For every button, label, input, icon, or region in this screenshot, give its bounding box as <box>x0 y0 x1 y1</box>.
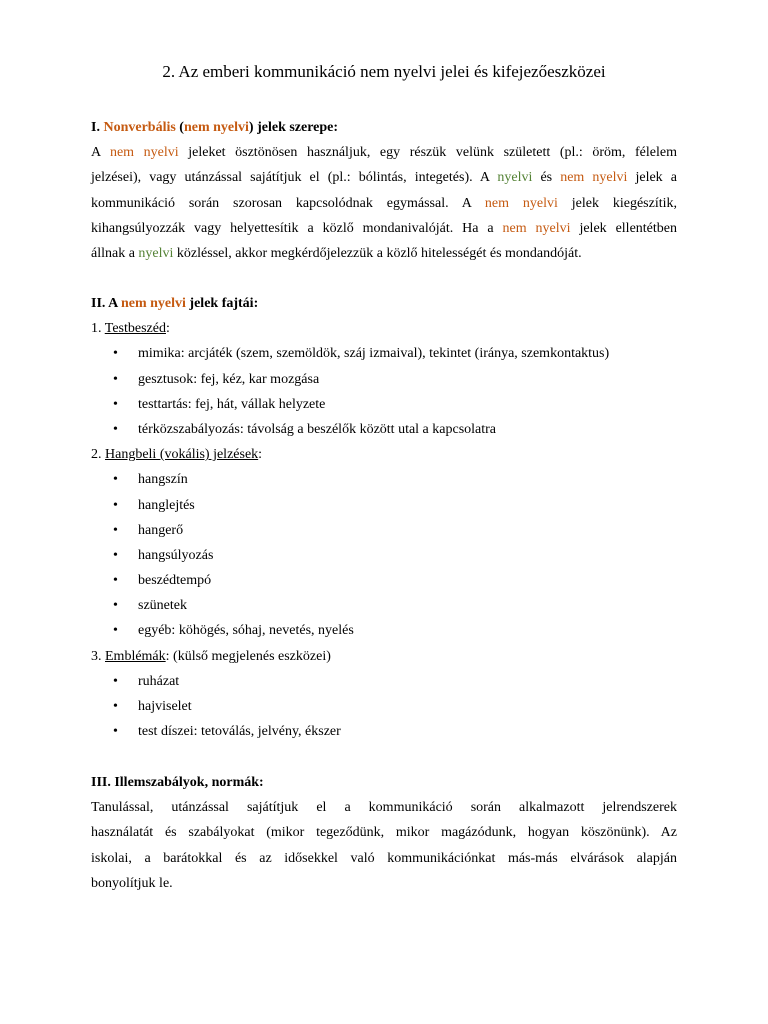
section-1-heading-rest: ) jelek szerepe: <box>248 120 339 135</box>
section-1-heading-number: I. <box>91 120 104 135</box>
group-label-hangbeli-jelzesek: Hangbeli (vokális) jelzések <box>105 447 259 463</box>
text-run: állnak a <box>91 245 139 261</box>
list-item-text: szünetek <box>138 598 187 614</box>
list-item <box>91 493 677 518</box>
group-label-emblemak: Emblémák <box>105 648 166 664</box>
section-2-heading <box>91 291 677 316</box>
section-1-heading-paren-open: ( <box>175 120 184 135</box>
text-run: jelzései), vagy utánzással sajátítjuk el (pl.: bólintás, integetés). A <box>91 170 498 186</box>
bullet-icon: • <box>113 371 118 387</box>
bullet-icon: • <box>113 699 118 714</box>
bullet-icon: • <box>113 573 118 589</box>
text-run: II. A <box>91 296 121 311</box>
section-1-paragraph-line-4 <box>91 216 677 241</box>
list-item-text: hangerő <box>138 522 184 538</box>
bullet-icon: • <box>113 547 118 563</box>
list-item-text: beszédtempó <box>138 573 212 589</box>
term-nyelvi: nyelvi <box>138 245 174 261</box>
bullet-icon: • <box>113 724 118 740</box>
list-item <box>91 467 677 492</box>
section-3-paragraph-line-2: használatát és szabályokat (mikor tegeződünk, mikor magázódunk, hogyan köszönünk). Az <box>91 825 677 841</box>
bullet-icon: • <box>113 396 118 412</box>
text-run: jeleket ösztönösen használjuk, egy részük velünk született (pl.: öröm, félelem <box>178 145 677 161</box>
list-item-text: mimika: arcjáték (szem, szemöldök, száj izmaival), tekintet (iránya, szemkontaktus) <box>138 346 610 362</box>
section-3-paragraph-line-4: bonyolítjuk le. <box>91 875 173 891</box>
list-item-text: test díszei: tetoválás, jelvény, ékszer <box>138 724 341 740</box>
text-run: kommunikáció során szorosan kapcsolódnak egymással. A <box>91 195 485 211</box>
list-item-text: hangszín <box>138 472 188 488</box>
list-item-text: gesztusok: fej, kéz, kar mozgása <box>138 371 320 387</box>
document-title: 2. Az emberi kommunikáció nem nyelvi jelei és kifejezőeszközei <box>162 62 606 81</box>
text-run: kihangsúlyozzák vagy helyettesítik a közlő mondanivalóját. Ha a <box>91 220 503 236</box>
list-item <box>91 392 677 417</box>
list-item <box>91 568 677 593</box>
section-1-paragraph-line-2 <box>91 165 677 190</box>
group-1-list <box>91 341 677 442</box>
section-3-heading: III. Illemszabályok, normák: <box>91 775 264 790</box>
text-run: A <box>91 145 110 161</box>
bullet-icon: • <box>113 421 118 437</box>
list-item-text: hajviselet <box>138 699 192 714</box>
term-nem-nyelvi: nem nyelvi <box>502 220 571 236</box>
list-item-text: ruházat <box>138 673 180 689</box>
section-1-paragraph-line-1 <box>91 140 677 165</box>
section-1-paragraph-line-3 <box>91 191 677 216</box>
bullet-icon: • <box>113 346 118 362</box>
section-2 <box>91 291 677 744</box>
term-nem-nyelvi: nem nyelvi <box>484 195 558 211</box>
term-nyelvi: nyelvi <box>497 170 533 186</box>
bullet-icon: • <box>113 623 118 639</box>
group-number: 3. <box>91 648 105 664</box>
text-run: jelek fajtái: <box>185 296 259 311</box>
text-run: jelek kiegészítik, <box>557 195 677 211</box>
list-item <box>91 341 677 366</box>
list-item <box>91 543 677 568</box>
group-suffix: : (külső megjelenés eszközei) <box>165 648 331 664</box>
bullet-icon: • <box>113 522 118 538</box>
bullet-icon: • <box>113 497 118 513</box>
group-3-list <box>91 669 677 745</box>
list-item-text: hangsúlyozás <box>138 547 214 563</box>
list-item-text: testtartás: fej, hát, vállak helyzete <box>138 396 326 412</box>
list-item <box>91 618 677 643</box>
group-2-heading <box>91 442 677 467</box>
section-1 <box>91 115 677 266</box>
list-item <box>91 518 677 543</box>
section-1-heading-term-nem-nyelvi: nem nyelvi <box>183 120 249 135</box>
group-1-heading <box>91 316 677 341</box>
list-item-text: hanglejtés <box>138 497 195 513</box>
text-run: jelek ellentétben <box>570 220 677 236</box>
section-1-heading-term-nonverbalis: Nonverbális <box>103 120 176 135</box>
section-1-paragraph-line-5 <box>91 241 677 266</box>
term-nem-nyelvi: nem nyelvi <box>120 296 186 311</box>
text-run: közléssel, akkor megkérdőjelezzük a közlő hitelességét és mondandóját. <box>173 245 582 261</box>
section-1-heading <box>91 115 677 140</box>
list-item-text: egyéb: köhögés, sóhaj, nevetés, nyelés <box>138 623 354 639</box>
list-item <box>91 593 677 618</box>
list-item <box>91 694 677 719</box>
text-run: jelek a <box>627 170 677 186</box>
text-run: és <box>532 170 561 186</box>
group-label-testbeszed: Testbeszéd <box>104 321 166 337</box>
term-nem-nyelvi: nem nyelvi <box>109 145 179 161</box>
bullet-icon: • <box>113 598 118 614</box>
section-3 <box>91 770 677 896</box>
list-item <box>91 367 677 392</box>
list-item <box>91 669 677 694</box>
group-2-list <box>91 467 677 643</box>
group-suffix: : <box>165 321 170 337</box>
group-number: 1. <box>91 321 105 337</box>
group-suffix: : <box>258 447 263 463</box>
group-number: 2. <box>91 447 105 463</box>
term-nem-nyelvi: nem nyelvi <box>560 170 628 186</box>
list-item-text: térközszabályozás: távolság a beszélők között utal a kapcsolatra <box>138 421 497 437</box>
bullet-icon: • <box>113 472 118 488</box>
group-3-heading <box>91 644 677 669</box>
section-3-paragraph-line-3: iskolai, a barátokkal és az idősekkel való kommunikációnkat más-más elvárások alapján <box>91 850 677 866</box>
bullet-icon: • <box>113 673 118 689</box>
section-3-paragraph-line-1: Tanulással, utánzással sajátítjuk el a kommunikáció során alkalmazott jelrendszerek <box>91 800 677 816</box>
list-item <box>91 719 677 744</box>
list-item <box>91 417 677 442</box>
